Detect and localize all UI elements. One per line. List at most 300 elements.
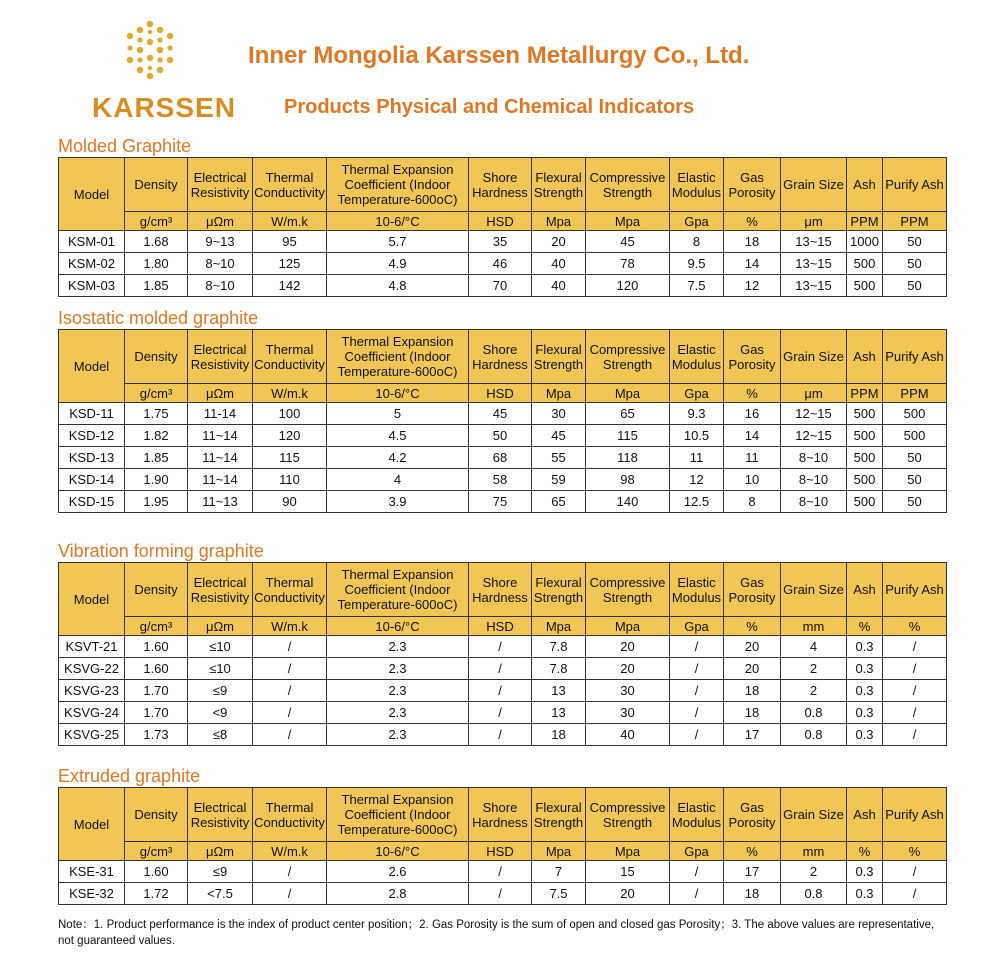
value-cell: 1.95 xyxy=(125,491,188,513)
value-cell: 500 xyxy=(847,491,883,513)
header-porosity: Gas Porosity xyxy=(724,158,781,212)
value-cell: / xyxy=(469,883,532,905)
unit-cell: PPM xyxy=(847,384,883,403)
value-cell: 12~15 xyxy=(781,425,847,447)
header-resistivity: Electrical Resistivity xyxy=(188,563,253,617)
value-cell: 46 xyxy=(469,253,532,275)
value-cell: <9 xyxy=(188,702,253,724)
value-cell: / xyxy=(469,702,532,724)
value-cell: 0.8 xyxy=(781,702,847,724)
value-cell: / xyxy=(883,658,947,680)
header-hardness: Shore Hardness xyxy=(469,158,532,212)
value-cell: 1.72 xyxy=(125,883,188,905)
header-hardness: Shore Hardness xyxy=(469,563,532,617)
table-row xyxy=(59,469,947,491)
value-cell: ≤10 xyxy=(188,658,253,680)
header-grain: Grain Size xyxy=(781,788,847,842)
value-cell: 18 xyxy=(724,883,781,905)
value-cell: 0.3 xyxy=(847,636,883,658)
header-modulus: Elastic Modulus xyxy=(670,158,724,212)
value-cell: / xyxy=(253,702,327,724)
unit-cell: % xyxy=(847,617,883,636)
model-cell: KSVT-21 xyxy=(59,636,125,658)
value-cell: 1.80 xyxy=(125,253,188,275)
table-row xyxy=(59,724,947,746)
value-cell: ≤9 xyxy=(188,680,253,702)
unit-cell: Gpa xyxy=(670,212,724,231)
page-subtitle: Products Physical and Chemical Indicators xyxy=(284,96,695,118)
section-title-molded: Molded Graphite xyxy=(58,136,192,156)
value-cell: 500 xyxy=(847,425,883,447)
value-cell: / xyxy=(469,658,532,680)
value-cell: 65 xyxy=(532,491,586,513)
header-density: Density xyxy=(125,788,188,842)
value-cell: 3.9 xyxy=(327,491,469,513)
value-cell: 500 xyxy=(847,403,883,425)
value-cell: / xyxy=(253,724,327,746)
unit-cell: % xyxy=(724,212,781,231)
header-hardness: Shore Hardness xyxy=(469,788,532,842)
table-row xyxy=(59,231,947,253)
header-model: Model xyxy=(59,788,125,861)
header-ash: Ash xyxy=(847,788,883,842)
header-conductivity: Thermal Conductivity xyxy=(253,158,327,212)
model-cell: KSD-14 xyxy=(59,469,125,491)
header-row xyxy=(59,788,947,842)
header-row xyxy=(59,563,947,617)
value-cell: 1.60 xyxy=(125,861,188,883)
value-cell: 142 xyxy=(253,275,327,297)
value-cell: 8 xyxy=(670,231,724,253)
value-cell: 65 xyxy=(586,403,670,425)
value-cell: / xyxy=(670,658,724,680)
value-cell: 12 xyxy=(724,275,781,297)
value-cell: 0.3 xyxy=(847,883,883,905)
table-row xyxy=(59,275,947,297)
value-cell: 140 xyxy=(586,491,670,513)
value-cell: 2.3 xyxy=(327,702,469,724)
value-cell: 1.85 xyxy=(125,447,188,469)
header-density: Density xyxy=(125,330,188,384)
value-cell: 2.6 xyxy=(327,861,469,883)
header-grain: Grain Size xyxy=(781,330,847,384)
value-cell: 14 xyxy=(724,425,781,447)
value-cell: 10.5 xyxy=(670,425,724,447)
value-cell: 8~10 xyxy=(781,447,847,469)
header-row xyxy=(59,330,947,384)
value-cell: / xyxy=(670,636,724,658)
value-cell: 11~14 xyxy=(188,447,253,469)
value-cell: 75 xyxy=(469,491,532,513)
value-cell: 45 xyxy=(532,425,586,447)
value-cell: 0.3 xyxy=(847,658,883,680)
model-cell: KSVG-24 xyxy=(59,702,125,724)
value-cell: 95 xyxy=(253,231,327,253)
value-cell: 78 xyxy=(586,253,670,275)
header-grain: Grain Size xyxy=(781,158,847,212)
header-ash: Ash xyxy=(847,563,883,617)
value-cell: 100 xyxy=(253,403,327,425)
header-expansion: Thermal Expansion Coefficient (Indoor Temperature-600oC) xyxy=(327,158,469,212)
table-row xyxy=(59,636,947,658)
value-cell: / xyxy=(883,680,947,702)
header-resistivity: Electrical Resistivity xyxy=(188,788,253,842)
unit-cell: HSD xyxy=(469,384,532,403)
spec-table-extruded xyxy=(58,787,947,905)
unit-cell: HSD xyxy=(469,842,532,861)
value-cell: 2.3 xyxy=(327,636,469,658)
unit-cell: g/cm³ xyxy=(125,842,188,861)
value-cell: 50 xyxy=(883,447,947,469)
model-cell: KSD-13 xyxy=(59,447,125,469)
unit-cell: W/m.k xyxy=(253,212,327,231)
model-cell: KSD-12 xyxy=(59,425,125,447)
value-cell: 115 xyxy=(253,447,327,469)
unit-cell: g/cm³ xyxy=(125,617,188,636)
value-cell: / xyxy=(469,636,532,658)
value-cell: 5.7 xyxy=(327,231,469,253)
value-cell: / xyxy=(253,636,327,658)
unit-cell: mm xyxy=(781,617,847,636)
value-cell: 1.68 xyxy=(125,231,188,253)
value-cell: 50 xyxy=(469,425,532,447)
unit-cell: 10-6/°C xyxy=(327,384,469,403)
model-cell: KSM-01 xyxy=(59,231,125,253)
value-cell: 20 xyxy=(724,658,781,680)
units-row xyxy=(59,617,947,636)
header-modulus: Elastic Modulus xyxy=(670,563,724,617)
value-cell: 50 xyxy=(883,491,947,513)
model-cell: KSE-32 xyxy=(59,883,125,905)
value-cell: 13 xyxy=(532,680,586,702)
header-expansion: Thermal Expansion Coefficient (Indoor Temperature-600oC) xyxy=(327,330,469,384)
table-row xyxy=(59,658,947,680)
value-cell: 18 xyxy=(724,231,781,253)
unit-cell: Gpa xyxy=(670,384,724,403)
value-cell: 14 xyxy=(724,253,781,275)
table-row xyxy=(59,491,947,513)
value-cell: 1.90 xyxy=(125,469,188,491)
unit-cell: μΩm xyxy=(188,842,253,861)
value-cell: / xyxy=(883,883,947,905)
value-cell: 50 xyxy=(883,253,947,275)
value-cell: 58 xyxy=(469,469,532,491)
value-cell: 8 xyxy=(724,491,781,513)
value-cell: / xyxy=(253,680,327,702)
value-cell: 18 xyxy=(724,680,781,702)
value-cell: / xyxy=(670,883,724,905)
value-cell: 4.2 xyxy=(327,447,469,469)
model-cell: KSM-03 xyxy=(59,275,125,297)
spec-table-isostatic xyxy=(58,329,947,513)
spec-table-vibration xyxy=(58,562,947,746)
value-cell: 15 xyxy=(586,861,670,883)
header-conductivity: Thermal Conductivity xyxy=(253,330,327,384)
value-cell: 0.8 xyxy=(781,724,847,746)
table-row xyxy=(59,883,947,905)
unit-cell: % xyxy=(883,617,947,636)
value-cell: 50 xyxy=(883,469,947,491)
header-porosity: Gas Porosity xyxy=(724,563,781,617)
header-density: Density xyxy=(125,563,188,617)
value-cell: 500 xyxy=(847,275,883,297)
footnote: Note：1. Product performance is the index of product center position；2. Gas Porosity is the sum of open and closed gas Porosity；3. The above values are representative, not guaranteed values. xyxy=(58,919,935,947)
value-cell: 7.8 xyxy=(532,636,586,658)
header-ash: Ash xyxy=(847,330,883,384)
model-cell: KSVG-25 xyxy=(59,724,125,746)
value-cell: 17 xyxy=(724,861,781,883)
unit-cell: Gpa xyxy=(670,842,724,861)
unit-cell: % xyxy=(724,617,781,636)
value-cell: 8~10 xyxy=(781,469,847,491)
value-cell: 20 xyxy=(586,658,670,680)
value-cell: 2 xyxy=(781,658,847,680)
value-cell: 115 xyxy=(586,425,670,447)
header-purify: Purify Ash xyxy=(883,158,947,212)
value-cell: 8~10 xyxy=(188,253,253,275)
value-cell: 2.3 xyxy=(327,724,469,746)
unit-cell: % xyxy=(724,384,781,403)
value-cell: 12 xyxy=(670,469,724,491)
value-cell: 40 xyxy=(532,253,586,275)
unit-cell: Mpa xyxy=(586,617,670,636)
value-cell: 35 xyxy=(469,231,532,253)
spec-table-molded xyxy=(58,157,947,297)
value-cell: 5 xyxy=(327,403,469,425)
value-cell: 7.8 xyxy=(532,658,586,680)
table-row xyxy=(59,861,947,883)
value-cell: 1.73 xyxy=(125,724,188,746)
value-cell: 50 xyxy=(883,275,947,297)
value-cell: 2.3 xyxy=(327,658,469,680)
value-cell: 13~15 xyxy=(781,231,847,253)
header-model: Model xyxy=(59,330,125,403)
value-cell: 0.3 xyxy=(847,680,883,702)
value-cell: 0.8 xyxy=(781,883,847,905)
hexagon-dots-icon xyxy=(118,18,182,82)
table-row xyxy=(59,680,947,702)
value-cell: / xyxy=(469,724,532,746)
value-cell: 30 xyxy=(532,403,586,425)
header-modulus: Elastic Modulus xyxy=(670,330,724,384)
unit-cell: PPM xyxy=(883,384,947,403)
header-compressive: Compressive Strength xyxy=(586,330,670,384)
value-cell: 4.9 xyxy=(327,253,469,275)
header-model: Model xyxy=(59,158,125,231)
value-cell: 0.3 xyxy=(847,861,883,883)
section-title-vibration: Vibration forming graphite xyxy=(58,541,264,561)
header-expansion: Thermal Expansion Coefficient (Indoor Temperature-600oC) xyxy=(327,563,469,617)
unit-cell: 10-6/°C xyxy=(327,212,469,231)
value-cell: 11~13 xyxy=(188,491,253,513)
unit-cell: μm xyxy=(781,212,847,231)
value-cell: 30 xyxy=(586,680,670,702)
unit-cell: μm xyxy=(781,384,847,403)
value-cell: 9~13 xyxy=(188,231,253,253)
value-cell: 2 xyxy=(781,861,847,883)
value-cell: 11~14 xyxy=(188,469,253,491)
value-cell: 59 xyxy=(532,469,586,491)
value-cell: / xyxy=(670,724,724,746)
header-porosity: Gas Porosity xyxy=(724,330,781,384)
header-flexural: Flexural Strength xyxy=(532,788,586,842)
unit-cell: μΩm xyxy=(188,384,253,403)
value-cell: 120 xyxy=(586,275,670,297)
header-model: Model xyxy=(59,563,125,636)
unit-cell: % xyxy=(883,842,947,861)
unit-cell: Mpa xyxy=(532,617,586,636)
unit-cell: 10-6/°C xyxy=(327,617,469,636)
value-cell: 11-14 xyxy=(188,403,253,425)
header-resistivity: Electrical Resistivity xyxy=(188,330,253,384)
section-title-isostatic: Isostatic molded graphite xyxy=(58,308,259,328)
header-flexural: Flexural Strength xyxy=(532,330,586,384)
value-cell: 2 xyxy=(781,680,847,702)
header-flexural: Flexural Strength xyxy=(532,563,586,617)
value-cell: 500 xyxy=(883,403,947,425)
value-cell: 70 xyxy=(469,275,532,297)
value-cell: 125 xyxy=(253,253,327,275)
value-cell: / xyxy=(670,702,724,724)
unit-cell: PPM xyxy=(847,212,883,231)
unit-cell: % xyxy=(847,842,883,861)
header-porosity: Gas Porosity xyxy=(724,788,781,842)
unit-cell: Mpa xyxy=(532,384,586,403)
value-cell: 20 xyxy=(586,883,670,905)
value-cell: 500 xyxy=(847,469,883,491)
header-density: Density xyxy=(125,158,188,212)
header-grain: Grain Size xyxy=(781,563,847,617)
header-purify: Purify Ash xyxy=(883,563,947,617)
unit-cell: HSD xyxy=(469,617,532,636)
table-row xyxy=(59,425,947,447)
model-cell: KSVG-22 xyxy=(59,658,125,680)
value-cell: 20 xyxy=(586,636,670,658)
value-cell: 11 xyxy=(724,447,781,469)
value-cell: 11~14 xyxy=(188,425,253,447)
value-cell: / xyxy=(670,680,724,702)
company-name: Inner Mongolia Karssen Metallurgy Co., Ltd. xyxy=(248,42,750,69)
units-row xyxy=(59,212,947,231)
unit-cell: g/cm³ xyxy=(125,212,188,231)
value-cell: 20 xyxy=(724,636,781,658)
value-cell: 45 xyxy=(469,403,532,425)
model-cell: KSM-02 xyxy=(59,253,125,275)
value-cell: 500 xyxy=(847,253,883,275)
unit-cell: μΩm xyxy=(188,212,253,231)
value-cell: 16 xyxy=(724,403,781,425)
value-cell: 1000 xyxy=(847,231,883,253)
value-cell: / xyxy=(253,658,327,680)
value-cell: 4 xyxy=(327,469,469,491)
model-cell: KSVG-23 xyxy=(59,680,125,702)
value-cell: 7 xyxy=(532,861,586,883)
value-cell: 10 xyxy=(724,469,781,491)
value-cell: 9.5 xyxy=(670,253,724,275)
value-cell: 40 xyxy=(532,275,586,297)
model-cell: KSD-15 xyxy=(59,491,125,513)
value-cell: 17 xyxy=(724,724,781,746)
header-row xyxy=(59,158,947,212)
header-conductivity: Thermal Conductivity xyxy=(253,563,327,617)
value-cell: ≤9 xyxy=(188,861,253,883)
value-cell: 55 xyxy=(532,447,586,469)
value-cell: 68 xyxy=(469,447,532,469)
unit-cell: W/m.k xyxy=(253,384,327,403)
unit-cell: Mpa xyxy=(532,212,586,231)
header-conductivity: Thermal Conductivity xyxy=(253,788,327,842)
value-cell: 12.5 xyxy=(670,491,724,513)
value-cell: 4.8 xyxy=(327,275,469,297)
unit-cell: Mpa xyxy=(586,842,670,861)
unit-cell: mm xyxy=(781,842,847,861)
value-cell: <7.5 xyxy=(188,883,253,905)
header-modulus: Elastic Modulus xyxy=(670,788,724,842)
value-cell: 110 xyxy=(253,469,327,491)
unit-cell: Mpa xyxy=(532,842,586,861)
value-cell: 11 xyxy=(670,447,724,469)
value-cell: 50 xyxy=(883,231,947,253)
value-cell: ≤8 xyxy=(188,724,253,746)
units-row xyxy=(59,384,947,403)
value-cell: / xyxy=(469,680,532,702)
value-cell: / xyxy=(670,861,724,883)
unit-cell: Mpa xyxy=(586,212,670,231)
value-cell: 13 xyxy=(532,702,586,724)
model-cell: KSD-11 xyxy=(59,403,125,425)
table-row xyxy=(59,702,947,724)
value-cell: 12~15 xyxy=(781,403,847,425)
value-cell: 7.5 xyxy=(532,883,586,905)
value-cell: 90 xyxy=(253,491,327,513)
value-cell: 0.3 xyxy=(847,702,883,724)
value-cell: ≤10 xyxy=(188,636,253,658)
header-resistivity: Electrical Resistivity xyxy=(188,158,253,212)
value-cell: 7.5 xyxy=(670,275,724,297)
value-cell: 1.75 xyxy=(125,403,188,425)
unit-cell: HSD xyxy=(469,212,532,231)
value-cell: / xyxy=(253,883,327,905)
unit-cell: W/m.k xyxy=(253,842,327,861)
value-cell: 1.60 xyxy=(125,658,188,680)
section-title-extruded: Extruded graphite xyxy=(58,766,201,786)
value-cell: / xyxy=(253,861,327,883)
value-cell: 1.70 xyxy=(125,702,188,724)
value-cell: 8~10 xyxy=(188,275,253,297)
table-row xyxy=(59,403,947,425)
value-cell: 500 xyxy=(883,425,947,447)
value-cell: 4.5 xyxy=(327,425,469,447)
unit-cell: Gpa xyxy=(670,617,724,636)
logo-wordmark: KARSSEN xyxy=(92,92,236,123)
value-cell: 1.60 xyxy=(125,636,188,658)
header-flexural: Flexural Strength xyxy=(532,158,586,212)
header-compressive: Compressive Strength xyxy=(586,788,670,842)
table-row xyxy=(59,447,947,469)
value-cell: 1.70 xyxy=(125,680,188,702)
header-purify: Purify Ash xyxy=(883,788,947,842)
value-cell: 18 xyxy=(532,724,586,746)
header-ash: Ash xyxy=(847,158,883,212)
header-compressive: Compressive Strength xyxy=(586,563,670,617)
value-cell: / xyxy=(883,702,947,724)
units-row xyxy=(59,842,947,861)
header-compressive: Compressive Strength xyxy=(586,158,670,212)
value-cell: 30 xyxy=(586,702,670,724)
value-cell: / xyxy=(883,636,947,658)
value-cell: 20 xyxy=(532,231,586,253)
company-logo xyxy=(80,18,236,123)
